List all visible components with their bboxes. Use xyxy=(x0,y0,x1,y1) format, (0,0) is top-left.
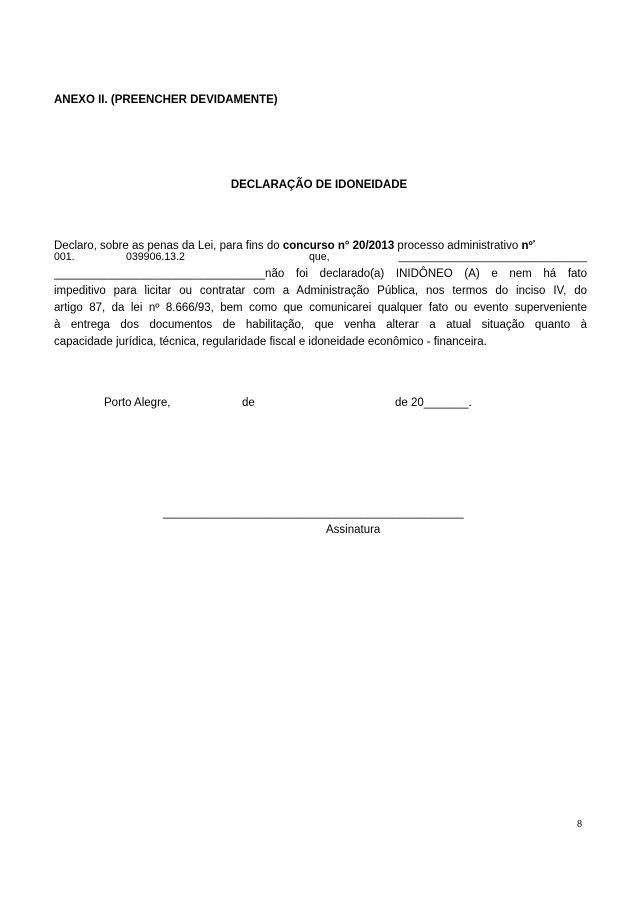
page-number: 8 xyxy=(577,819,582,830)
body-text: Declaro, sobre as penas da Lei, para fins do xyxy=(54,240,283,252)
process-number-part-1: 001. xyxy=(54,251,75,263)
body-line-4: impeditivo para licitar ou contratar com a Administração Pública, nos termos do inciso IV, do xyxy=(54,285,587,297)
process-number-label: nº xyxy=(521,240,533,252)
company-name-blank: ________________________________ xyxy=(398,251,587,263)
body-text: que, xyxy=(309,251,330,263)
body-text: processo administrativo xyxy=(394,240,522,252)
signature-line: _______________________________________________ xyxy=(163,507,464,519)
body-line-6: à entrega dos documentos de habilitação, que venha alterar a atual situação quanto à xyxy=(54,319,587,331)
body-line-3: _________________________________não foi declarado(a) INIDÔNEO (A) e nem há fato xyxy=(54,268,587,280)
body-line-2 xyxy=(54,249,587,266)
body-line-5: artigo 87, da lei nº 8.666/93, bem como que comunicarei qualquer fato ou evento superveniente xyxy=(54,302,587,314)
document-title: DECLARAÇÃO DE IDONEIDADE xyxy=(230,179,408,191)
superscript-mark: º xyxy=(532,240,536,247)
place-date-year: de 20_______. xyxy=(395,397,472,409)
place-city: Porto Alegre, xyxy=(104,397,171,409)
contest-number: concurso n° 20/2013 xyxy=(282,240,395,252)
place-date-de: de xyxy=(242,397,255,409)
process-number-part-2: 039906.13.2 xyxy=(126,251,185,263)
signature-label: Assinatura xyxy=(326,524,381,536)
body-line-7: capacidade jurídica, técnica, regularidade fiscal e idoneidade econômico - financeira. xyxy=(54,336,487,348)
annex-heading: ANEXO II. (PREENCHER DEVIDAMENTE) xyxy=(54,94,278,106)
